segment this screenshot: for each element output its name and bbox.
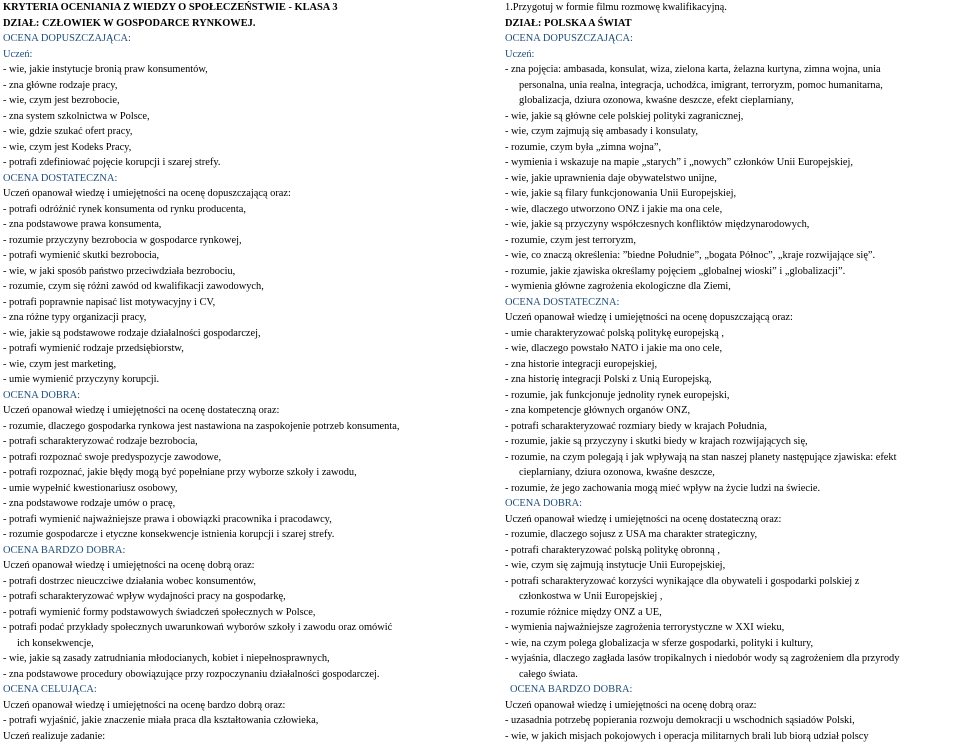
- text-line: - zna system szkolnictwa w Polsce,: [3, 109, 481, 125]
- text-line: Uczeń opanował wiedzę i umiejętności na ocenę dopuszczającą oraz:: [505, 310, 957, 326]
- section-heading: OCENA DOPUSZCZAJĄCA:: [505, 31, 957, 47]
- text-line: członkostwa w Unii Europejskiej ,: [505, 589, 957, 605]
- text-line: ich konsekwencje,: [3, 636, 481, 652]
- text-line: - potrafi wyjaśnić, jakie znaczenie miała praca dla kształtowania człowieka,: [3, 713, 481, 729]
- text-line: - wyjaśnia, dlaczego zagłada lasów tropikalnych i niedobór wody są zagrożeniem dla przyrody: [505, 651, 957, 667]
- text-line: - umie wypełnić kwestionariusz osobowy,: [3, 481, 481, 497]
- section-heading: DZIAŁ: POLSKA A ŚWIAT: [505, 16, 957, 32]
- text-line: - potrafi zdefiniować pojęcie korupcji i szarej strefy.: [3, 155, 481, 171]
- text-line: - potrafi poprawnie napisać list motywacyjny i CV,: [3, 295, 481, 311]
- text-line: - uzasadnia potrzebę popierania rozwoju demokracji u wschodnich sąsiadów Polski,: [505, 713, 957, 729]
- text-line: - wie, co znaczą określenia: ”biedne Południe”, „bogata Północ”, „kraje rozwijające się”.: [505, 248, 957, 264]
- text-line: - wie, dlaczego utworzono ONZ i jakie ma ona cele,: [505, 202, 957, 218]
- text-line: - wie, na czym polega globalizacja w sferze gospodarki, polityki i kultury,: [505, 636, 957, 652]
- text-line: - rozumie, na czym polegają i jak wpływają na stan naszej planety następujące zjawiska: efekt: [505, 450, 957, 466]
- section-heading: OCENA DOBRA:: [3, 388, 481, 404]
- text-line: - wie, czym jest Kodeks Pracy,: [3, 140, 481, 156]
- text-line: - rozumie, dlaczego gospodarka rynkowa jest nastawiona na zaspokojenie potrzeb konsumenta,: [3, 419, 481, 435]
- text-line: personalna, unia realna, integracja, uchodźca, imigrant, terroryzm, pomoc humanitarna,: [505, 78, 957, 94]
- text-line: - wie, jakie są podstawowe rodzaje działalności gospodarczej,: [3, 326, 481, 342]
- text-line: Uczeń realizuje zadanie:: [3, 729, 481, 744]
- text-line: 1.Przygotuj w formie filmu rozmowę kwalifikacyjną.: [505, 0, 957, 16]
- text-line: - wymienia główne zagrożenia ekologiczne dla Ziemi,: [505, 279, 957, 295]
- text-line: - zna pojęcia: ambasada, konsulat, wiza, zielona karta, żelazna kurtyna, zimna wojna, unia: [505, 62, 957, 78]
- text-line: - wie, czym zajmują się ambasady i konsulaty,: [505, 124, 957, 140]
- text-line: - zna historie integracji europejskiej,: [505, 357, 957, 373]
- text-line: - rozumie, jak funkcjonuje jednolity rynek europejski,: [505, 388, 957, 404]
- section-heading: OCENA BARDZO DOBRA:: [3, 543, 481, 559]
- text-line: Uczeń opanował wiedzę i umiejętności na ocenę dobrą oraz:: [505, 698, 957, 714]
- text-line: - umie charakteryzować polską politykę europejską ,: [505, 326, 957, 342]
- text-line: Uczeń opanował wiedzę i umiejętności na ocenę dostateczną oraz:: [505, 512, 957, 528]
- text-line: - potrafi dostrzec nieuczciwe działania wobec konsumentów,: [3, 574, 481, 590]
- text-line: - wie, jakie są filary funkcjonowania Unii Europejskiej,: [505, 186, 957, 202]
- section-heading: OCENA DOBRA:: [505, 496, 957, 512]
- text-line: - rozumie, dlaczego sojusz z USA ma charakter strategiczny,: [505, 527, 957, 543]
- text-line: - wie, jakie instytucje bronią praw konsumentów,: [3, 62, 481, 78]
- text-line: - wie, jakie są przyczyny współczesnych konfliktów międzynarodowych,: [505, 217, 957, 233]
- text-line: Uczeń opanował wiedzę i umiejętności na ocenę dopuszczającą oraz:: [3, 186, 481, 202]
- text-line: - zna główne rodzaje pracy,: [3, 78, 481, 94]
- text-line: - rozumie różnice między ONZ a UE,: [505, 605, 957, 621]
- text-line: - potrafi rozpoznać swoje predyspozycje zawodowe,: [3, 450, 481, 466]
- text-line: - rozumie, że jego zachowania mogą mieć wpływ na życie ludzi na świecie.: [505, 481, 957, 497]
- text-line: - potrafi odróżnić rynek konsumenta od rynku producenta,: [3, 202, 481, 218]
- text-line: - potrafi podać przykłady społecznych uwarunkowań wyborów szkoły i zawodu oraz omówić: [3, 620, 481, 636]
- right-column: [505, 0, 957, 744]
- text-line: - wie, czym jest marketing,: [3, 357, 481, 373]
- section-heading: OCENA DOSTATECZNA:: [3, 171, 481, 187]
- text-line: - umie wymienić przyczyny korupcji.: [3, 372, 481, 388]
- section-heading: OCENA DOSTATECZNA:: [505, 295, 957, 311]
- section-heading: OCENA BARDZO DOBRA:: [505, 682, 957, 698]
- text-line: Uczeń opanował wiedzę i umiejętności na ocenę bardzo dobrą oraz:: [3, 698, 481, 714]
- text-line: - rozumie przyczyny bezrobocia w gospodarce rynkowej,: [3, 233, 481, 249]
- text-line: - potrafi wymienić rodzaje przedsiębiorstw,: [3, 341, 481, 357]
- text-line: - potrafi scharakteryzować wpływ wydajności pracy na gospodarkę,: [3, 589, 481, 605]
- text-line: - wymienia najważniejsze zagrożenia terrorystyczne w XXI wieku,: [505, 620, 957, 636]
- section-heading: OCENA CELUJĄCA:: [3, 682, 481, 698]
- text-line: Uczeń opanował wiedzę i umiejętności na ocenę dobrą oraz:: [3, 558, 481, 574]
- text-line: - wie, czym się zajmują instytucje Unii Europejskiej,: [505, 558, 957, 574]
- text-line: - potrafi wymienić najważniejsze prawa i obowiązki pracownika i pracodawcy,: [3, 512, 481, 528]
- text-line: - potrafi wymienić formy podstawowych świadczeń społecznych w Polsce,: [3, 605, 481, 621]
- left-column: [3, 0, 481, 744]
- text-line: globalizacja, dziura ozonowa, kwaśne deszcze, efekt cieplarniany,: [505, 93, 957, 109]
- text-line: - zna podstawowe procedury obowiązujące przy rozpoczynaniu działalności gospodarczej.: [3, 667, 481, 683]
- text-line: - wie, gdzie szukać ofert pracy,: [3, 124, 481, 140]
- section-heading: DZIAŁ: CZŁOWIEK W GOSPODARCE RYNKOWEJ.: [3, 16, 481, 32]
- text-line: - potrafi charakteryzować polską politykę obronną ,: [505, 543, 957, 559]
- text-line: Uczeń opanował wiedzę i umiejętności na ocenę dostateczną oraz:: [3, 403, 481, 419]
- text-line: - wie, w jaki sposób państwo przeciwdziała bezrobociu,: [3, 264, 481, 280]
- text-line: - zna kompetencje głównych organów ONZ,: [505, 403, 957, 419]
- text-line: całego świata.: [505, 667, 957, 683]
- text-line: - wymienia i wskazuje na mapie „starych” i „nowych” członków Unii Europejskiej,: [505, 155, 957, 171]
- text-line: - zna podstawowe rodzaje umów o pracę,: [3, 496, 481, 512]
- section-heading: Uczeń:: [505, 47, 957, 63]
- text-line: - wie, w jakich misjach pokojowych i operacja militarnych brali lub biorą udział polscy: [505, 729, 957, 744]
- text-line: - potrafi scharakteryzować rozmiary biedy w krajach Południa,: [505, 419, 957, 435]
- section-heading: Uczeń:: [3, 47, 481, 63]
- text-line: - rozumie gospodarcze i etyczne konsekwencje istnienia korupcji i szarej strefy.: [3, 527, 481, 543]
- section-heading: KRYTERIA OCENIANIA Z WIEDZY O SPOŁECZEŃSTWIE - KLASA 3: [3, 0, 481, 16]
- text-line: - potrafi rozpoznać, jakie błędy mogą być popełniane przy wyborze szkoły i zawodu,: [3, 465, 481, 481]
- text-line: - wie, czym jest bezrobocie,: [3, 93, 481, 109]
- text-line: - rozumie, jakie są przyczyny i skutki biedy w krajach rozwijających się,: [505, 434, 957, 450]
- text-line: cieplarniany, dziura ozonowa, kwaśne deszcze,: [505, 465, 957, 481]
- text-line: - rozumie, czym jest terroryzm,: [505, 233, 957, 249]
- text-line: - rozumie, jakie zjawiska określamy pojęciem „globalnej wioski” i „globalizacji”.: [505, 264, 957, 280]
- text-line: - rozumie, czym się różni zawód od kwalifikacji zawodowych,: [3, 279, 481, 295]
- text-line: - zna różne typy organizacji pracy,: [3, 310, 481, 326]
- text-line: - wie, jakie są zasady zatrudniania młodocianych, kobiet i niepełnosprawnych,: [3, 651, 481, 667]
- text-line: - zna podstawowe prawa konsumenta,: [3, 217, 481, 233]
- text-line: - wie, jakie są główne cele polskiej polityki zagranicznej,: [505, 109, 957, 125]
- text-line: - potrafi scharakteryzować korzyści wynikające dla obywateli i gospodarki polskiej z: [505, 574, 957, 590]
- text-line: - zna historię integracji Polski z Unią Europejską,: [505, 372, 957, 388]
- text-line: - wie, jakie uprawnienia daje obywatelstwo unijne,: [505, 171, 957, 187]
- text-line: - potrafi scharakteryzować rodzaje bezrobocia,: [3, 434, 481, 450]
- section-heading: OCENA DOPUSZCZAJĄCA:: [3, 31, 481, 47]
- text-line: - rozumie, czym była „zimna wojna”,: [505, 140, 957, 156]
- text-line: - wie, dlaczego powstało NATO i jakie ma ono cele,: [505, 341, 957, 357]
- text-line: - potrafi wymienić skutki bezrobocia,: [3, 248, 481, 264]
